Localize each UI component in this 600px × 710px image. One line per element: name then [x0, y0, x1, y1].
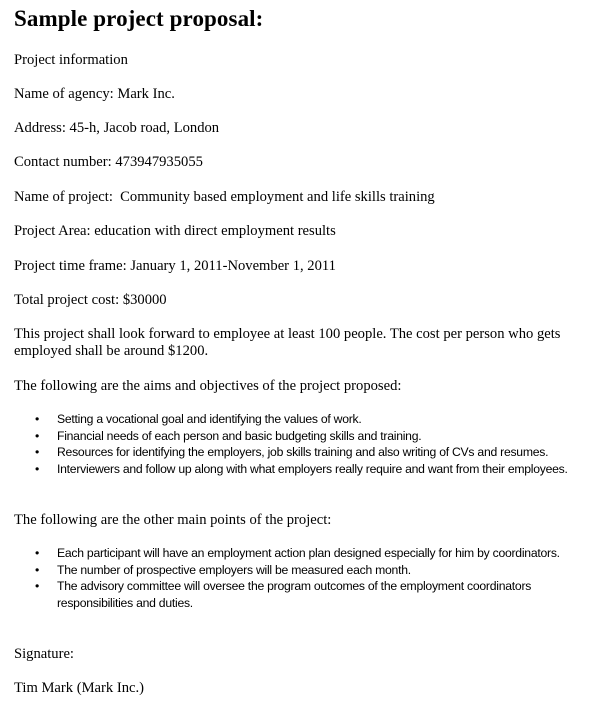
field-label: Address:	[14, 120, 66, 136]
field-value: Mark Inc.	[117, 86, 175, 102]
field-total-cost	[14, 292, 167, 309]
aims-list-item	[0, 444, 587, 461]
field-label: Name of agency:	[14, 86, 114, 102]
document-title: Sample project proposal:	[14, 6, 264, 31]
aims-intro: The following are the aims and objectives of the project proposed:	[14, 378, 402, 394]
aims-list-item	[0, 461, 587, 478]
aims-list-item	[0, 411, 587, 428]
field-contact-number	[14, 154, 203, 171]
field-project-name	[14, 189, 435, 206]
field-value: Community based employment and life skills training	[116, 189, 435, 205]
bullet-icon: •	[35, 445, 40, 459]
signature-name: Tim Mark (Mark Inc.)	[14, 680, 144, 696]
field-project-area	[14, 223, 336, 240]
points-list-item	[0, 578, 587, 611]
aims-item-text: Resources for identifying the employers, job skills training and also writing of CVs and resumes.	[57, 445, 549, 459]
field-time-frame	[14, 258, 336, 275]
bullet-icon: •	[35, 546, 40, 560]
bullet-icon: •	[35, 579, 40, 593]
field-value: 45-h, Jacob road, London	[69, 120, 220, 136]
field-label: Project Area:	[14, 223, 91, 239]
signature-label: Signature:	[14, 646, 74, 662]
points-list-item	[0, 562, 587, 579]
bullet-icon: •	[35, 461, 40, 476]
field-value: $30000	[122, 292, 167, 308]
field-label: Project time frame:	[14, 258, 127, 274]
field-value: 473947935055	[115, 154, 203, 170]
field-label: Name of project:	[14, 189, 113, 205]
points-item-text: Each participant will have an employment action plan designed especially for him by coordinators.	[57, 546, 560, 560]
points-list	[0, 545, 587, 611]
bullet-icon: •	[35, 412, 40, 426]
aims-list-item	[0, 428, 587, 445]
points-list-item	[0, 545, 587, 562]
field-label: Contact number:	[14, 154, 112, 170]
field-value: January 1, 2011-November 1, 2011	[130, 258, 336, 274]
aims-list	[0, 411, 587, 477]
bullet-icon: •	[35, 562, 40, 577]
points-item-text: The number of prospective employers will be measured each month.	[57, 562, 411, 577]
summary-paragraph: This project shall look forward to employee at least 100 people. The cost per person who gets employed shall be around $1200.	[14, 326, 561, 359]
points-item-text: The advisory committee will oversee the program outcomes of the employment coordinators responsibilities and duties.	[57, 579, 532, 610]
field-address	[14, 120, 219, 137]
bullet-icon: •	[35, 428, 40, 443]
field-agency	[14, 86, 175, 103]
points-intro: The following are the other main points of the project:	[14, 512, 332, 528]
section-heading: Project information	[14, 52, 128, 68]
aims-item-text: Setting a vocational goal and identifying the values of work.	[57, 412, 362, 426]
aims-item-text: Financial needs of each person and basic budgeting skills and training.	[57, 428, 422, 443]
field-value: education with direct employment results	[94, 223, 336, 239]
aims-item-text: Interviewers and follow up along with what employers really require and want from their employees.	[57, 461, 568, 476]
field-label: Total project cost:	[14, 292, 120, 308]
